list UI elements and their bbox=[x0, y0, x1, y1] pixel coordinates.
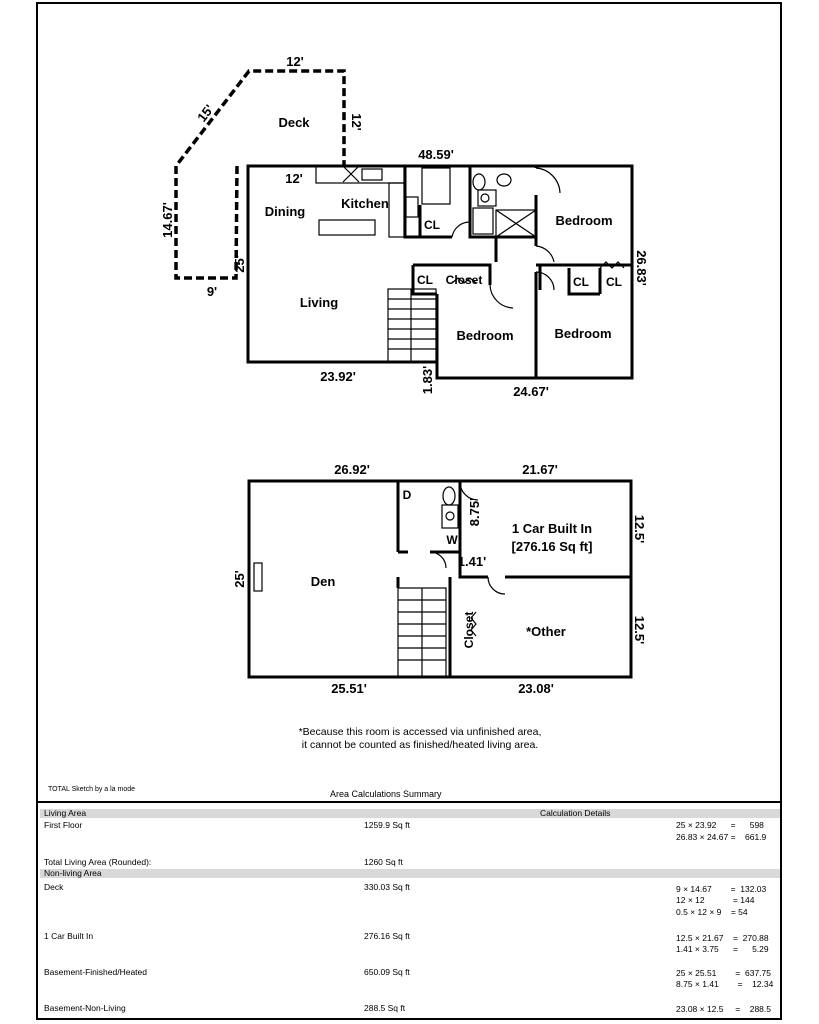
closet-label-1: CL bbox=[424, 218, 440, 232]
dim-bsmt-top-right: 21.67' bbox=[522, 462, 558, 477]
calc-first-floor-2: 26.83 × 24.67 = 661.9 bbox=[676, 832, 767, 842]
nonliving-header-row bbox=[40, 869, 780, 878]
nonliving-header: Non-living Area bbox=[44, 868, 102, 878]
calculation-details-header: Calculation Details bbox=[540, 808, 611, 818]
label-garage: 1 Car Built In bbox=[44, 931, 94, 941]
dim-bsmt-right-bottom: 12.5' bbox=[632, 615, 647, 645]
calc-basement-finished-1: 25 × 25.51 = 637.75 bbox=[676, 968, 771, 978]
deck-outline bbox=[176, 71, 344, 278]
living-area-header-row bbox=[40, 809, 780, 818]
dim-bsmt-notch: 1.41' bbox=[457, 554, 487, 569]
living-area-header: Living Area bbox=[44, 808, 87, 818]
room-living: Living bbox=[299, 295, 339, 310]
dim-deck-left: 14.67' bbox=[160, 202, 175, 238]
label-deck: Deck bbox=[44, 882, 64, 892]
calc-basement-nonliving-1: 23.08 × 12.5 = 288.5 bbox=[676, 1004, 771, 1014]
dim-first-bottom-right: 24.67' bbox=[513, 384, 549, 399]
room-garage-area: [276.16 Sq ft] bbox=[511, 539, 593, 554]
calc-basement-finished-2: 8.75 × 1.41 = 12.34 bbox=[676, 979, 774, 989]
room-den: Den bbox=[310, 574, 336, 589]
closet-label-3: Closet bbox=[445, 273, 483, 287]
bath-fixtures bbox=[473, 174, 536, 237]
room-bedroom-2: Bedroom bbox=[456, 328, 514, 343]
calc-deck-2: 12 × 12 = 144 bbox=[676, 895, 755, 905]
calc-first-floor-1: 25 × 23.92 = 598 bbox=[676, 820, 764, 830]
area-deck: 330.03 Sq ft bbox=[364, 882, 410, 892]
room-garage: 1 Car Built In bbox=[511, 521, 593, 536]
software-credit: TOTAL Sketch by a la mode bbox=[48, 786, 136, 793]
dim-deck-diagonal: 15' bbox=[194, 101, 217, 125]
unfinished-note bbox=[250, 726, 590, 752]
summary-title: Area Calculations Summary bbox=[330, 789, 442, 799]
dim-first-right: 26.83' bbox=[634, 250, 649, 286]
area-summary-table bbox=[36, 801, 782, 1022]
label-basement-nonliving: Basement-Non-Living bbox=[44, 1003, 126, 1013]
room-kitchen: Kitchen bbox=[341, 196, 389, 211]
calc-deck-1: 9 × 14.67 = 132.03 bbox=[676, 884, 767, 894]
closet-label-5: CL bbox=[606, 275, 622, 289]
label-first-floor: First Floor bbox=[44, 820, 83, 830]
dim-bsmt-right-top: 12.5' bbox=[632, 514, 647, 544]
dim-deck-right: 12' bbox=[349, 113, 364, 131]
dim-first-step: 1.83' bbox=[420, 365, 435, 395]
dim-first-top: 48.59' bbox=[418, 147, 454, 162]
area-garage: 276.16 Sq ft bbox=[364, 931, 410, 941]
room-deck: Deck bbox=[278, 115, 310, 130]
dim-first-bottom-left: 23.92' bbox=[320, 369, 356, 384]
room-bedroom-3: Bedroom bbox=[554, 326, 612, 341]
label-total-living: Total Living Area (Rounded): bbox=[44, 857, 152, 867]
dim-bsmt-bottom-left: 25.51' bbox=[331, 681, 367, 696]
dim-deck-inner: 12' bbox=[285, 171, 303, 186]
dryer-label: D bbox=[402, 488, 412, 502]
first-floor-stairs bbox=[388, 289, 436, 362]
calc-garage-1: 12.5 × 21.67 = 270.88 bbox=[676, 933, 769, 943]
calc-deck-3: 0.5 × 12 × 9 = 54 bbox=[676, 907, 748, 917]
label-basement-finished: Basement-Finished/Heated bbox=[44, 967, 148, 977]
calc-garage-2: 1.41 × 3.75 = 5.29 bbox=[676, 944, 769, 954]
first-floor-walls bbox=[248, 166, 632, 378]
dim-bsmt-top-left: 26.92' bbox=[334, 462, 370, 477]
area-basement-nonliving: 288.5 Sq ft bbox=[364, 1003, 406, 1013]
room-dining: Dining bbox=[264, 204, 306, 219]
basement-stairs bbox=[398, 588, 446, 677]
area-basement-finished: 650.09 Sq ft bbox=[364, 967, 410, 977]
dim-deck-side: 25' bbox=[232, 255, 247, 273]
dim-deck-top: 12' bbox=[286, 54, 304, 69]
dim-bsmt-bottom-right: 23.08' bbox=[518, 681, 554, 696]
basement-closet-label: Closet bbox=[462, 611, 476, 649]
washer-label: W bbox=[446, 533, 458, 547]
dim-deck-bottom: 9' bbox=[206, 284, 218, 299]
room-other: *Other bbox=[526, 624, 566, 639]
closet-label-2: CL bbox=[417, 273, 433, 287]
dim-bsmt-bath: 8.75' bbox=[467, 497, 482, 527]
dim-bsmt-left: 25' bbox=[232, 570, 247, 588]
room-bedroom-1: Bedroom bbox=[555, 213, 613, 228]
area-first-floor: 1259.9 Sq ft bbox=[364, 820, 410, 830]
area-total-living: 1260 Sq ft bbox=[364, 857, 403, 867]
note-line-2: it cannot be counted as finished/heated living area. bbox=[301, 739, 539, 751]
closet-label-4: CL bbox=[573, 275, 589, 289]
note-line-1: *Because this room is accessed via unfinished area, bbox=[298, 726, 542, 738]
